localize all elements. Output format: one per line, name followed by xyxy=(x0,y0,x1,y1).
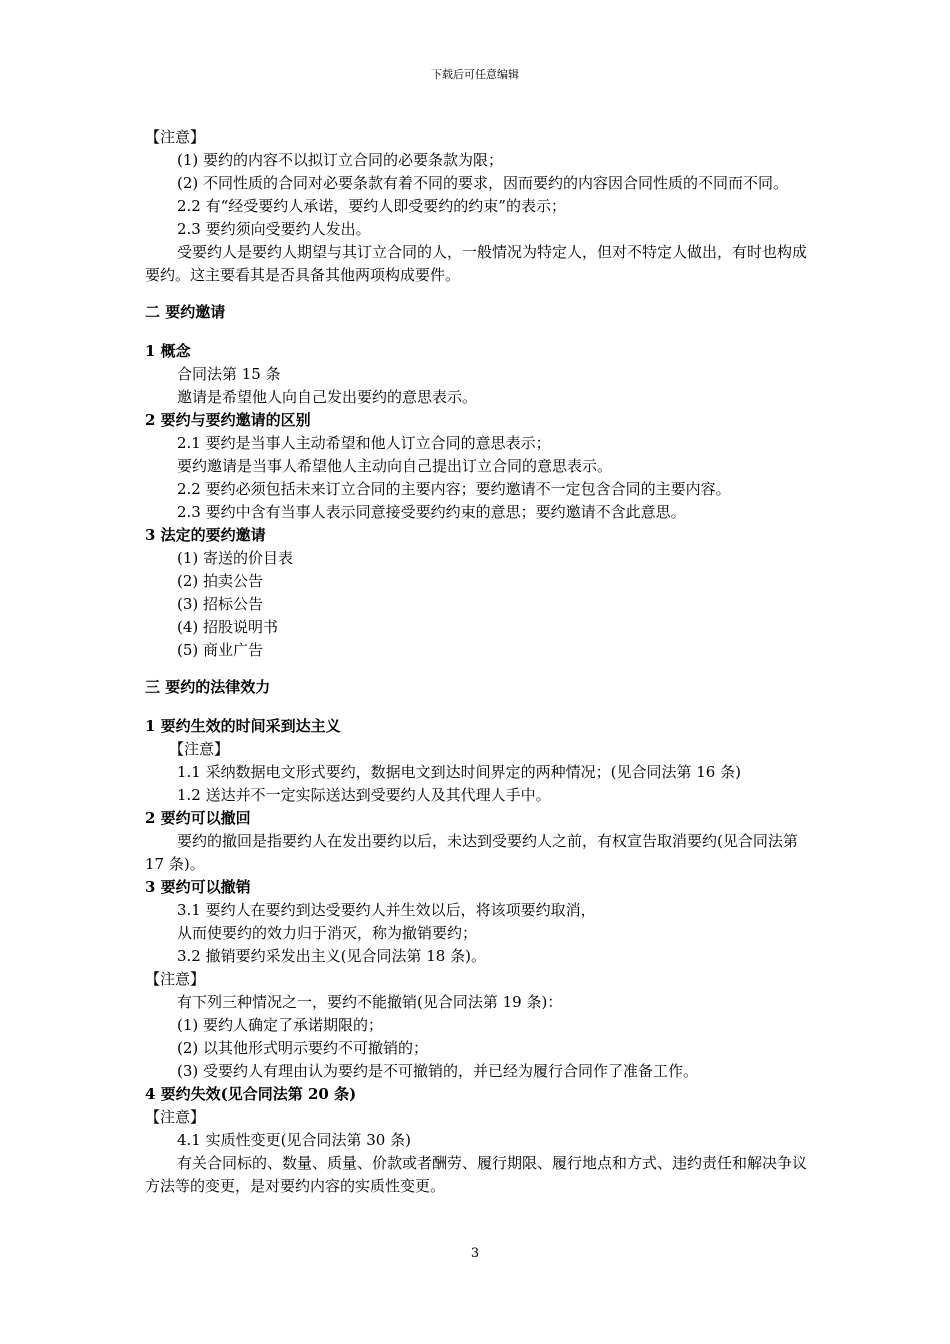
paragraph: 有关合同标的、数量、质量、价款或者酬劳、履行期限、履行地点和方式、违约责任和解决争议方法等的变更，是对要约内容的实质性变更。 xyxy=(145,1154,808,1195)
note-label: 【注意】 xyxy=(145,970,206,988)
paragraph: 1.1 采纳数据电文形式要约，数据电文到达时间界定的两种情况；(见合同法第 16 条) xyxy=(177,763,741,781)
paragraph: 4.1 实质性变更(见合同法第 30 条) xyxy=(177,1131,411,1149)
list-item: (2) 以其他形式明示要约不可撤销的； xyxy=(177,1039,429,1057)
note-label: 【注意】 xyxy=(169,740,230,758)
paragraph: (1) 要约的内容不以拟订立合同的必要条款为限； xyxy=(177,151,504,169)
paragraph: 2.2 要约必须包括未来订立合同的主要内容；要约邀请不一定包含合同的主要内容。 xyxy=(177,480,731,498)
list-item: (2) 拍卖公告 xyxy=(177,572,264,590)
subsection-heading: 3 要约可以撤销 xyxy=(145,878,251,896)
subsection-heading: 4 要约失效(见合同法第 20 条) xyxy=(145,1085,357,1103)
list-item: (4) 招股说明书 xyxy=(177,618,279,636)
subsection-heading: 1 概念 xyxy=(145,342,191,360)
section-heading: 三 要约的法律效力 xyxy=(145,678,271,696)
paragraph: 3.2 撤销要约采发出主义(见合同法第 18 条)。 xyxy=(177,947,486,965)
paragraph: (2) 不同性质的合同对必要条款有着不同的要求，因而要约的内容因合同性质的不同而不同。 xyxy=(177,174,789,192)
list-item: (3) 招标公告 xyxy=(177,595,264,613)
subsection-heading: 3 法定的要约邀请 xyxy=(145,526,266,544)
list-item: (5) 商业广告 xyxy=(177,641,264,659)
note-label: 【注意】 xyxy=(145,1108,206,1126)
page-number: 3 xyxy=(470,1246,480,1261)
paragraph: 合同法第 15 条 xyxy=(177,365,281,383)
list-item: (1) 要约人确定了承诺期限的； xyxy=(177,1016,384,1034)
paragraph: 2.3 要约中含有当事人表示同意接受要约约束的意思；要约邀请不含此意思。 xyxy=(177,503,686,521)
subsection-heading: 2 要约与要约邀请的区别 xyxy=(145,411,311,429)
paragraph: 1.2 送达并不一定实际送达到受要约人及其代理人手中。 xyxy=(177,786,551,804)
list-item: (1) 寄送的价目表 xyxy=(177,549,294,567)
paragraph: 从而使要约的效力归于消灭，称为撤销要约； xyxy=(177,924,478,942)
paragraph: 要约邀请是当事人希望他人主动向自己提出订立合同的意思表示。 xyxy=(177,457,613,475)
subsection-heading: 1 要约生效的时间采到达主义 xyxy=(145,717,341,735)
paragraph: 有下列三种情况之一，要约不能撤销(见合同法第 19 条)： xyxy=(177,993,563,1011)
paragraph: 2.3 要约须向受要约人发出。 xyxy=(177,220,371,238)
note-label: 【注意】 xyxy=(145,128,206,146)
section-heading: 二 要约邀请 xyxy=(145,303,226,321)
paragraph: 2.2 有“经受要约人承诺，要约人即受要约的约束”的表示； xyxy=(177,197,566,215)
subsection-heading: 2 要约可以撤回 xyxy=(145,809,251,827)
paragraph: 要约的撤回是指要约人在发出要约以后，未达到受要约人之前，有权宣告取消要约(见合同法第 17 条)。 xyxy=(145,832,798,873)
document-body xyxy=(145,126,810,1198)
page-header: 下载后可任意编辑 xyxy=(431,68,519,81)
paragraph: 受要约人是要约人期望与其订立合同的人，一般情况为特定人，但对不特定人做出，有时也构成要约。这主要看其是否具备其他两项构成要件。 xyxy=(145,243,808,284)
paragraph: 2.1 要约是当事人主动希望和他人订立合同的意思表示； xyxy=(177,434,551,452)
paragraph: 3.1 要约人在要约到达受要约人并生效以后，将该项要约取消， xyxy=(177,901,596,919)
list-item: (3) 受要约人有理由认为要约是不可撤销的，并已经为履行合同作了准备工作。 xyxy=(177,1062,699,1080)
paragraph: 邀请是希望他人向自己发出要约的意思表示。 xyxy=(177,388,478,406)
